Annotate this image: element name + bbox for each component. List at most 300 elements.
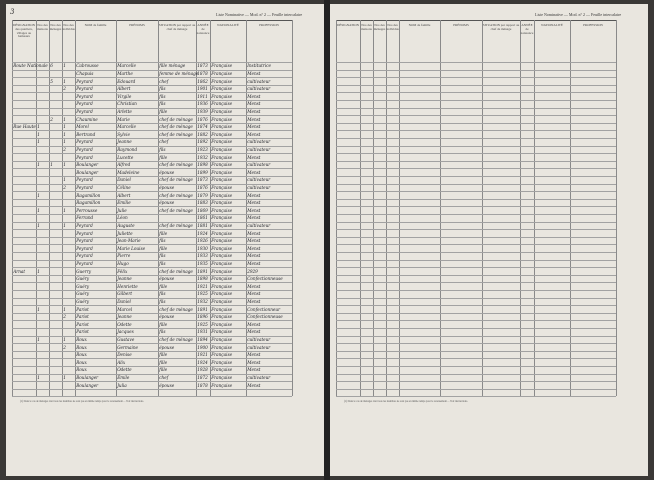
cell-text: Menst	[247, 207, 261, 213]
cell-text: Guéry	[76, 276, 90, 282]
cell-text: épouse	[159, 344, 175, 350]
cell-text: fils	[159, 261, 166, 266]
cell-text: cultivateur	[247, 139, 271, 145]
cell-text: Française	[211, 109, 233, 114]
cell-text: Française	[211, 268, 233, 274]
row-rule	[336, 237, 616, 238]
cell-text: Française	[211, 230, 233, 236]
column-header: PRÉNOMS	[129, 23, 145, 27]
cell-text: Menst	[247, 230, 261, 236]
cell-text: 1	[37, 124, 40, 130]
cell-text: Roux	[76, 367, 87, 373]
cell-text: 1	[37, 337, 40, 342]
row-rule	[336, 282, 616, 283]
cell-text: Morel	[76, 124, 89, 130]
cell-text: fils	[159, 299, 166, 304]
row-rule	[336, 62, 616, 63]
cell-text: Julia	[117, 382, 127, 388]
cell-text: Française	[211, 321, 233, 327]
cell-text: 1898	[197, 162, 208, 168]
cell-text: 1879	[197, 192, 208, 198]
row-rule	[12, 396, 292, 397]
row-rule	[336, 153, 616, 154]
row-rule	[336, 184, 616, 185]
cell-text: 1882	[197, 131, 208, 137]
cell-text: 1	[37, 306, 40, 312]
cell-text: fils	[159, 291, 166, 297]
cell-text: chef de ménage	[159, 116, 193, 122]
column-header: NOM de famille	[84, 23, 107, 27]
cell-text: chef	[159, 375, 169, 380]
cell-text: Française	[211, 200, 233, 206]
cell-text: Albert	[117, 192, 131, 198]
cell-text: cultivateur	[247, 344, 271, 350]
cell-text: Française	[211, 207, 233, 213]
cell-text: Pariot	[76, 306, 89, 312]
cell-text: 1891	[197, 268, 208, 274]
cell-text: Cabrousse	[76, 63, 99, 69]
cell-text: 2	[63, 147, 66, 152]
row-rule	[336, 389, 616, 390]
row-rule	[336, 130, 616, 131]
cell-text: Menst	[247, 101, 261, 107]
cell-text: Marcelle	[117, 124, 136, 130]
cell-text: 1874	[197, 124, 208, 130]
cell-text: Alfred	[117, 162, 131, 168]
cell-text: Guerry	[76, 268, 92, 274]
cell-text: 1873	[197, 177, 208, 183]
cell-text: Menst	[247, 192, 261, 198]
cell-text: 1928	[197, 367, 208, 373]
cell-text: chef	[159, 139, 169, 145]
page-header: Liste Nominative — Mod. n° 2 — Feuille intercalaire	[216, 12, 303, 17]
row-rule	[336, 70, 616, 71]
cell-text: Menst	[247, 154, 261, 160]
cell-text: Française	[211, 245, 233, 251]
cell-text: Guéry	[76, 283, 90, 289]
cell-text: Menst	[247, 215, 261, 221]
cell-text: 1931	[197, 329, 208, 335]
cell-text: fils	[159, 329, 166, 335]
cell-text: Française	[211, 223, 233, 228]
cell-text: fille	[159, 321, 168, 327]
cell-text: cultivateur	[247, 375, 271, 380]
cell-text: Française	[211, 71, 233, 76]
row-rule	[336, 320, 616, 321]
cell-text: Française	[211, 375, 233, 380]
cell-text: Pariot	[76, 314, 89, 320]
cell-text: Menst	[247, 116, 261, 122]
cell-text: 2929	[247, 268, 258, 274]
cell-text: 1925	[197, 321, 208, 327]
row-rule	[336, 260, 616, 261]
cell-text: 1	[37, 192, 40, 198]
cell-text: Pierre	[117, 253, 131, 259]
cell-text: Peyrard	[76, 101, 93, 107]
cell-text: Peyrard	[76, 147, 93, 152]
cell-text: 1	[37, 162, 40, 168]
cell-text: Marcel	[117, 306, 133, 312]
cell-text: 1861	[197, 215, 208, 221]
cell-text: 1	[63, 162, 66, 168]
cell-text: Menst	[247, 321, 261, 327]
cell-text: 1926	[197, 238, 208, 244]
column-rule	[292, 20, 293, 396]
cell-text: Peyrard	[76, 261, 93, 266]
cell-text: Pariot	[76, 321, 89, 327]
cell-text: épouse	[159, 382, 175, 388]
row-rule	[336, 138, 616, 139]
cell-text: Boulanger	[76, 382, 99, 388]
column-header: Nos des ménages	[373, 23, 386, 31]
cell-text: cultivateur	[247, 223, 271, 228]
cell-text: Guéry	[76, 291, 90, 297]
cell-text: fille	[159, 367, 168, 373]
cell-text: 1883	[197, 200, 208, 206]
column-header: NATIONALITÉ	[217, 23, 239, 27]
column-header: NATIONALITÉ	[541, 23, 563, 27]
column-header: DÉSIGNATION des quartiers, villages ou hameaux	[13, 23, 35, 39]
cell-text: cultivateur	[247, 185, 271, 190]
cell-text: 1876	[197, 116, 208, 122]
cell-text: 1921	[197, 352, 208, 358]
column-header: Nos des individus	[62, 23, 75, 31]
cell-text: 1899	[197, 169, 208, 175]
table-top-rule	[336, 20, 616, 21]
cell-text: Émile	[117, 375, 130, 380]
cell-text: épouse	[159, 276, 175, 282]
cell-text: 5	[50, 78, 53, 84]
cell-text: Auguste	[117, 223, 135, 228]
row-rule	[336, 199, 616, 200]
cell-text: Française	[211, 352, 233, 358]
cell-text: Française	[211, 86, 233, 92]
row-rule	[336, 275, 616, 276]
row-rule	[336, 358, 616, 359]
cell-text: épouse	[159, 314, 175, 320]
row-rule	[336, 244, 616, 245]
row-rule	[336, 328, 616, 329]
cell-text: 1876	[197, 185, 208, 190]
cell-text: épouse	[159, 200, 175, 206]
cell-text: 1869	[197, 207, 208, 213]
column-header: ANNÉE de naissance	[196, 23, 210, 35]
row-rule	[336, 343, 616, 344]
cell-text: Gustave	[117, 337, 135, 342]
row-rule	[336, 108, 616, 109]
row-rule	[336, 206, 616, 207]
cell-text: Marie Louise	[117, 245, 146, 251]
page-number: 3	[10, 8, 15, 16]
cell-text: Boulanger	[76, 162, 99, 168]
cell-text: Française	[211, 162, 233, 168]
cell-text: Pariot	[76, 329, 89, 335]
row-rule	[336, 191, 616, 192]
cell-text: Jeanne	[117, 276, 132, 282]
cell-text: Peyrard	[76, 154, 93, 160]
column-header: SITUATION par rapport au chef de ménage	[482, 23, 520, 31]
cell-text: Henriette	[117, 283, 138, 289]
cell-text: fils	[159, 101, 166, 107]
cell-text: Marcelle	[117, 63, 136, 69]
cell-text: Française	[211, 131, 233, 137]
cell-text: chef de ménage	[159, 207, 193, 213]
cell-text: Odette	[117, 321, 132, 327]
cell-text: cultivateur	[247, 337, 271, 342]
cell-text: Lucette	[117, 154, 134, 160]
cell-text: Française	[211, 93, 233, 99]
cell-text: Peyrard	[76, 177, 93, 183]
cell-text: chef de ménage	[159, 131, 193, 137]
cell-text: Madeleine	[117, 169, 140, 175]
cell-text: 1	[63, 131, 66, 137]
row-rule	[336, 396, 616, 397]
column-header: PROFESSION	[583, 23, 603, 27]
row-rule	[336, 298, 616, 299]
cell-text: cultivateur	[247, 86, 271, 92]
cell-text: Française	[211, 306, 233, 312]
cell-text: Institutrice	[247, 63, 271, 69]
cell-text: Menst	[247, 124, 261, 130]
cell-text: Française	[211, 169, 233, 175]
column-header: SITUATION par rapport au chef de ménage	[158, 23, 196, 31]
cell-text: 1939	[197, 109, 208, 114]
cell-text: Menst	[247, 109, 261, 114]
cell-text: Confectionneur	[247, 306, 281, 312]
cell-text: Alix	[117, 359, 126, 365]
cell-text: 1921	[197, 283, 208, 289]
row-rule	[336, 267, 616, 268]
cell-text: Peyrard	[76, 230, 93, 236]
cell-text: 1930	[197, 245, 208, 251]
row-rule	[336, 222, 616, 223]
cell-text: Française	[211, 238, 233, 244]
cell-text: fille	[159, 245, 168, 251]
cell-text: Roux	[76, 359, 87, 365]
cell-text: Odette	[117, 367, 132, 373]
cell-text: 1	[63, 139, 66, 145]
cell-text: Française	[211, 185, 233, 190]
row-rule	[336, 366, 616, 367]
cell-text: 1901	[197, 86, 208, 92]
cell-text: Menst	[247, 253, 261, 259]
cell-text: cultivateur	[247, 162, 271, 168]
cell-text: Arnat	[13, 268, 26, 274]
cell-text: 1	[63, 124, 66, 130]
cell-text: Menst	[247, 382, 261, 388]
cell-text: 1	[63, 78, 66, 84]
row-rule	[336, 313, 616, 314]
cell-text: chef de ménage	[159, 268, 193, 274]
cell-text: 1923	[197, 147, 208, 152]
cell-text: Menst	[247, 329, 261, 335]
row-rule	[336, 305, 616, 306]
column-header: NOM de famille	[408, 23, 431, 27]
cell-text: fils	[159, 253, 166, 259]
row-rule	[336, 115, 616, 116]
cell-text: Hugo	[117, 261, 129, 266]
row-rule	[336, 146, 616, 147]
cell-text: Française	[211, 101, 233, 107]
cell-text: Française	[211, 261, 233, 266]
row-rule	[336, 252, 616, 253]
cell-text: Ragamillon	[76, 200, 101, 206]
cell-text: 1925	[197, 291, 208, 297]
cell-text: Chapuis	[76, 71, 94, 76]
cell-text: Perrousse	[76, 207, 98, 213]
cell-text: 1	[63, 223, 66, 228]
cell-text: fils	[159, 86, 166, 92]
cell-text: 2	[63, 86, 66, 92]
cell-text: 1933	[197, 253, 208, 259]
cell-text: Menst	[247, 71, 261, 76]
cell-text: Jeanne	[117, 139, 132, 145]
cell-text: 1	[63, 207, 66, 213]
cell-text: Française	[211, 291, 233, 297]
column-header: DÉSIGNATION	[337, 23, 359, 27]
cell-text: 1881	[197, 223, 208, 228]
page-header: Liste Nominative — Mod. n° 2 — Feuille intercalaire	[535, 12, 622, 17]
cell-text: 1	[63, 63, 66, 69]
cell-text: Menst	[247, 169, 261, 175]
cell-text: Jean-Marie	[117, 238, 141, 244]
cell-text: Française	[211, 283, 233, 289]
cell-text: Juliette	[117, 230, 133, 236]
cell-text: Confectionneuse	[247, 276, 283, 282]
row-rule	[336, 123, 616, 124]
cell-text: 1878	[197, 382, 208, 388]
cell-text: fille	[159, 230, 168, 236]
cell-text: 1	[63, 116, 66, 122]
cell-text: Menst	[247, 352, 261, 358]
cell-text: Peyrard	[76, 109, 93, 114]
cell-text: Boulanger	[76, 375, 99, 380]
column-header: PROFESSION	[259, 23, 279, 27]
table-top-rule	[12, 20, 292, 21]
left-page	[6, 4, 324, 476]
cell-text: Sylvie	[117, 131, 130, 137]
cell-text: fille	[159, 283, 168, 289]
cell-text: Française	[211, 359, 233, 365]
cell-text: Menst	[247, 200, 261, 206]
cell-text: Française	[211, 147, 233, 152]
cell-text: 1896	[197, 314, 208, 320]
footnote: (1) Dans le cas de ménages dont tous les membres ne sont pas en même temps pour le recensement ... Voir instructions.	[20, 400, 144, 404]
cell-text: Française	[211, 124, 233, 130]
cell-text: Emilie	[117, 200, 131, 206]
cell-text: Menst	[247, 245, 261, 251]
cell-text: Marthe	[117, 71, 133, 76]
cell-text: Menst	[247, 283, 261, 289]
row-rule	[336, 100, 616, 101]
cell-text: 1862	[197, 78, 208, 84]
cell-text: Céline	[117, 185, 131, 190]
cell-text: 1932	[197, 154, 208, 160]
cell-text: Française	[211, 337, 233, 342]
cell-text: 2	[63, 185, 66, 190]
cell-text: Française	[211, 78, 233, 84]
row-rule	[336, 214, 616, 215]
cell-text: Roux	[76, 352, 87, 358]
cell-text: 1900	[197, 344, 208, 350]
cell-text: Roux	[76, 337, 87, 342]
cell-text: cultivateur	[247, 147, 271, 152]
cell-text: chef de ménage	[159, 223, 193, 228]
cell-text: Française	[211, 299, 233, 304]
cell-text: Edouard	[117, 78, 136, 84]
column-header: Nos des ménages	[49, 23, 62, 31]
cell-text: Bertrand	[76, 131, 96, 137]
cell-text: Française	[211, 139, 233, 145]
cell-text: 1	[37, 375, 40, 380]
cell-text: 1894	[197, 337, 208, 342]
cell-text: Menst	[247, 367, 261, 373]
cell-text: Française	[211, 192, 233, 198]
cell-text: Menst	[247, 131, 261, 137]
cell-text: Française	[211, 116, 233, 122]
cell-text: Léon	[117, 215, 128, 221]
row-rule	[336, 168, 616, 169]
cell-text: Peyrard	[76, 78, 93, 84]
cell-text: 1892	[197, 139, 208, 145]
cell-text: Confectionneuse	[247, 314, 283, 320]
column-rule	[616, 20, 617, 396]
row-rule	[336, 336, 616, 337]
cell-text: 1	[63, 306, 66, 312]
cell-text: 6	[50, 63, 53, 69]
cell-text: Française	[211, 215, 233, 221]
cell-text: Ragamillon	[76, 192, 101, 198]
cell-text: Julie	[117, 207, 127, 213]
column-header: ANNÉE de naissance	[520, 23, 534, 35]
cell-text: Peyrard	[76, 139, 93, 145]
cell-text: Route Nationale	[13, 63, 48, 69]
row-rule	[336, 351, 616, 352]
row-rule	[336, 77, 616, 78]
row-rule	[336, 85, 616, 86]
cell-text: fille	[159, 154, 168, 160]
cell-text: Boulanger	[76, 169, 99, 175]
cell-text: 1891	[197, 306, 208, 312]
cell-text: Marie	[117, 116, 130, 122]
cell-text: Française	[211, 344, 233, 350]
right-page	[330, 4, 648, 476]
cell-text: fils	[159, 147, 166, 152]
row-rule	[336, 92, 616, 93]
cell-text: Raymond	[117, 147, 138, 152]
row-rule	[336, 381, 616, 382]
cell-text: Peyrard	[76, 86, 93, 92]
cell-text: Peyrard	[76, 185, 93, 190]
cell-text: fille	[159, 359, 168, 365]
cell-text: chef de ménage	[159, 124, 193, 130]
cell-text: Gilbert	[117, 291, 133, 297]
cell-text: Jeanne	[117, 314, 132, 320]
row-rule	[336, 290, 616, 291]
cell-text: Menst	[247, 261, 261, 266]
cell-text: Française	[211, 367, 233, 373]
cell-text: 1	[37, 268, 40, 274]
cell-text: Menst	[247, 359, 261, 365]
cell-text: 1	[37, 223, 40, 228]
cell-text: fils	[159, 238, 166, 244]
cell-text: Française	[211, 253, 233, 259]
cell-text: 1936	[197, 101, 208, 107]
cell-text: Menst	[247, 299, 261, 304]
cell-text: 1872	[197, 375, 208, 380]
cell-text: 1	[37, 131, 40, 137]
row-rule	[336, 161, 616, 162]
